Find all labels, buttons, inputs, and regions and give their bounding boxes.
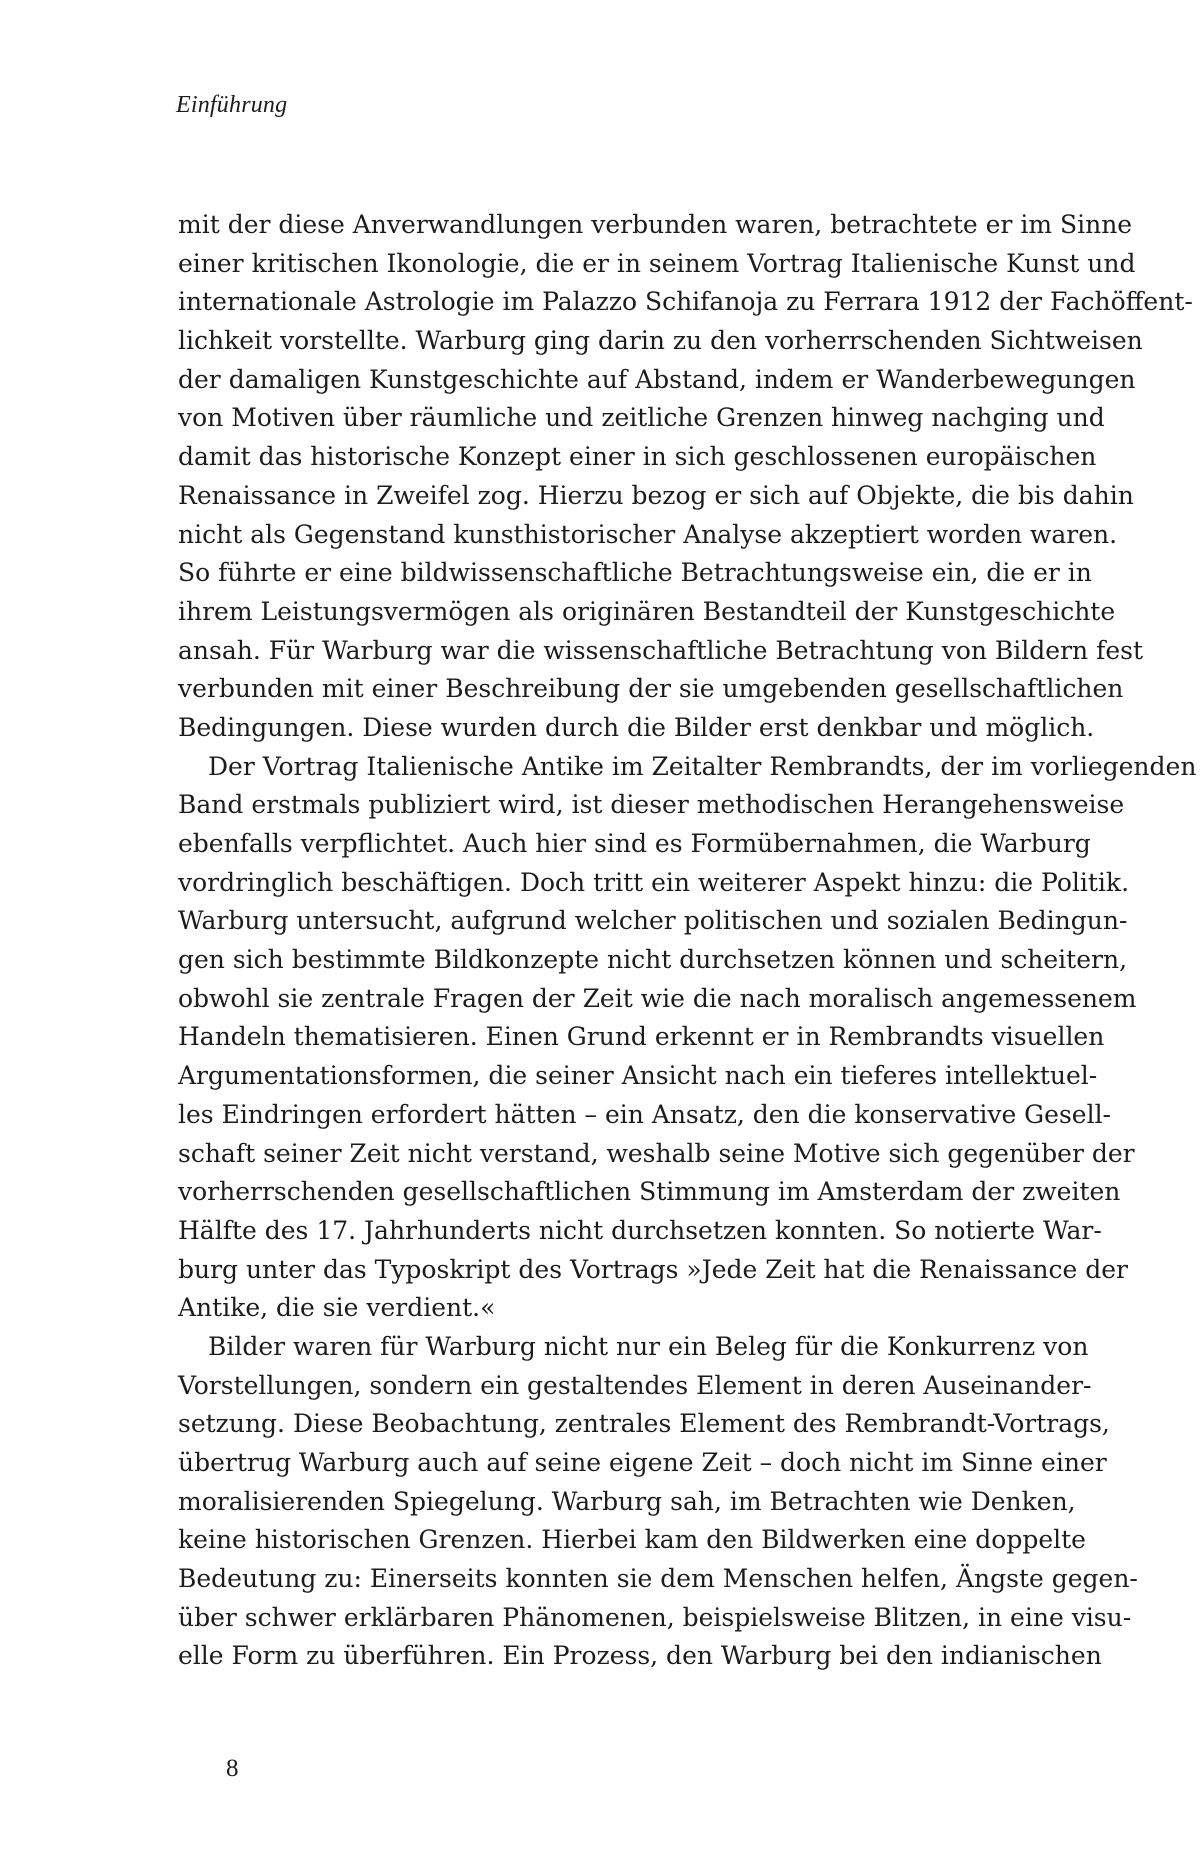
text-line: Band erstmals publiziert wird, ist dieser methodischen Herangehensweise: [178, 790, 1125, 820]
text-line: burg unter das Typoskript des Vortrags »Jede Zeit hat die Renaissance der: [178, 1254, 1128, 1284]
text-line: von Motiven über räumliche und zeitliche Grenzen hinweg nachging und: [178, 403, 1105, 433]
text-line: Bedingungen. Diese wurden durch die Bilder erst denkbar und möglich.: [178, 712, 1095, 742]
text-line: Warburg untersucht, aufgrund welcher politischen und sozialen Bedingun-: [178, 906, 1128, 936]
text-line: Antike, die sie verdient.«: [178, 1293, 496, 1323]
text-line: damit das historische Konzept einer in sich geschlossenen europäischen: [178, 442, 1097, 472]
text-line: mit der diese Anverwandlungen verbunden waren, betrachtete er im Sinne: [178, 210, 1133, 239]
body-text: [178, 206, 1197, 1676]
text-line: nicht als Gegenstand kunsthistorischer Analyse akzeptiert worden waren.: [178, 519, 1118, 549]
text-line: Der Vortrag Italienische Antike im Zeitalter Rembrandts, der im vorliegenden: [208, 751, 1197, 781]
text-line: elle Form zu überführen. Ein Prozess, den Warburg bei den indianischen: [178, 1641, 1102, 1671]
text-line: Handeln thematisieren. Einen Grund erkennt er in Rembrandts visuellen: [178, 1022, 1105, 1052]
text-line: Bedeutung zu: Einerseits konnten sie dem Menschen helfen, Ängste gegen-: [178, 1564, 1138, 1594]
text-line: Bilder waren für Warburg nicht nur ein Beleg für die Konkurrenz von: [208, 1331, 1089, 1361]
text-line: Renaissance in Zweifel zog. Hierzu bezog er sich auf Objekte, die bis dahin: [178, 480, 1134, 510]
text-line: keine historischen Grenzen. Hierbei kam den Bildwerken eine doppelte: [178, 1525, 1086, 1555]
text-line: setzung. Diese Beobachtung, zentrales Element des Rembrandt-Vortrags,: [178, 1409, 1110, 1439]
text-line: einer kritischen Ikonologie, die er in seinem Vortrag Italienische Kunst und: [178, 248, 1136, 278]
running-head: Einführung: [176, 92, 288, 118]
text-line: ebenfalls verpflichtet. Auch hier sind es Formübernahmen, die Warburg: [178, 829, 1091, 858]
text-line: der damaligen Kunstgeschichte auf Abstand, indem er Wanderbewegungen: [178, 364, 1136, 394]
text-line: Vorstellungen, sondern ein gestaltendes Element in deren Auseinander-: [178, 1370, 1092, 1400]
text-line: les Eindringen erfordert hätten – ein Ansatz, den die konservative Gesell-: [178, 1099, 1112, 1129]
text-line: Hälfte des 17. Jahrhunderts nicht durchsetzen konnten. So notierte War-: [178, 1215, 1102, 1245]
text-line: über schwer erklärbaren Phänomenen, beispielsweise Blitzen, in eine visu-: [178, 1602, 1132, 1632]
text-line: übertrug Warburg auch auf seine eigene Zeit – doch nicht im Sinne einer: [178, 1448, 1107, 1477]
text-line: So führte er eine bildwissenschaftliche Betrachtungsweise ein, die er in: [178, 558, 1092, 588]
text-line: schaft seiner Zeit nicht verstand, weshalb seine Motive sich gegenüber der: [178, 1138, 1135, 1168]
text-line: verbunden mit einer Beschreibung der sie umgebenden gesellschaftlichen: [178, 674, 1124, 704]
text-line: lichkeit vorstellte. Warburg ging darin zu den vorherrschenden Sichtweisen: [178, 326, 1143, 356]
page-number: 8: [226, 1755, 239, 1782]
text-line: ihrem Leistungsvermögen als originären Bestandteil der Kunstgeschichte: [178, 596, 1116, 626]
text-line: Argumentationsformen, die seiner Ansicht nach ein tieferes intellektuel-: [178, 1061, 1098, 1091]
text-line: vorherrschenden gesellschaftlichen Stimmung im Amsterdam der zweiten: [178, 1177, 1121, 1207]
text-line: vordringlich beschäftigen. Doch tritt ein weiterer Aspekt hinzu: die Politik.: [178, 867, 1130, 897]
text-line: ansah. Für Warburg war die wissenschaftliche Betrachtung von Bildern fest: [178, 635, 1144, 665]
text-line: gen sich bestimmte Bildkonzepte nicht durchsetzen können und scheitern,: [178, 945, 1128, 975]
text-line: moralisierenden Spiegelung. Warburg sah, im Betrachten wie Denken,: [178, 1486, 1076, 1516]
text-line: obwohl sie zentrale Fragen der Zeit wie die nach moralisch angemessenem: [178, 983, 1137, 1013]
text-line: internationale Astrologie im Palazzo Schifanoja zu Ferrara 1912 der Fachöffent-: [178, 287, 1193, 317]
